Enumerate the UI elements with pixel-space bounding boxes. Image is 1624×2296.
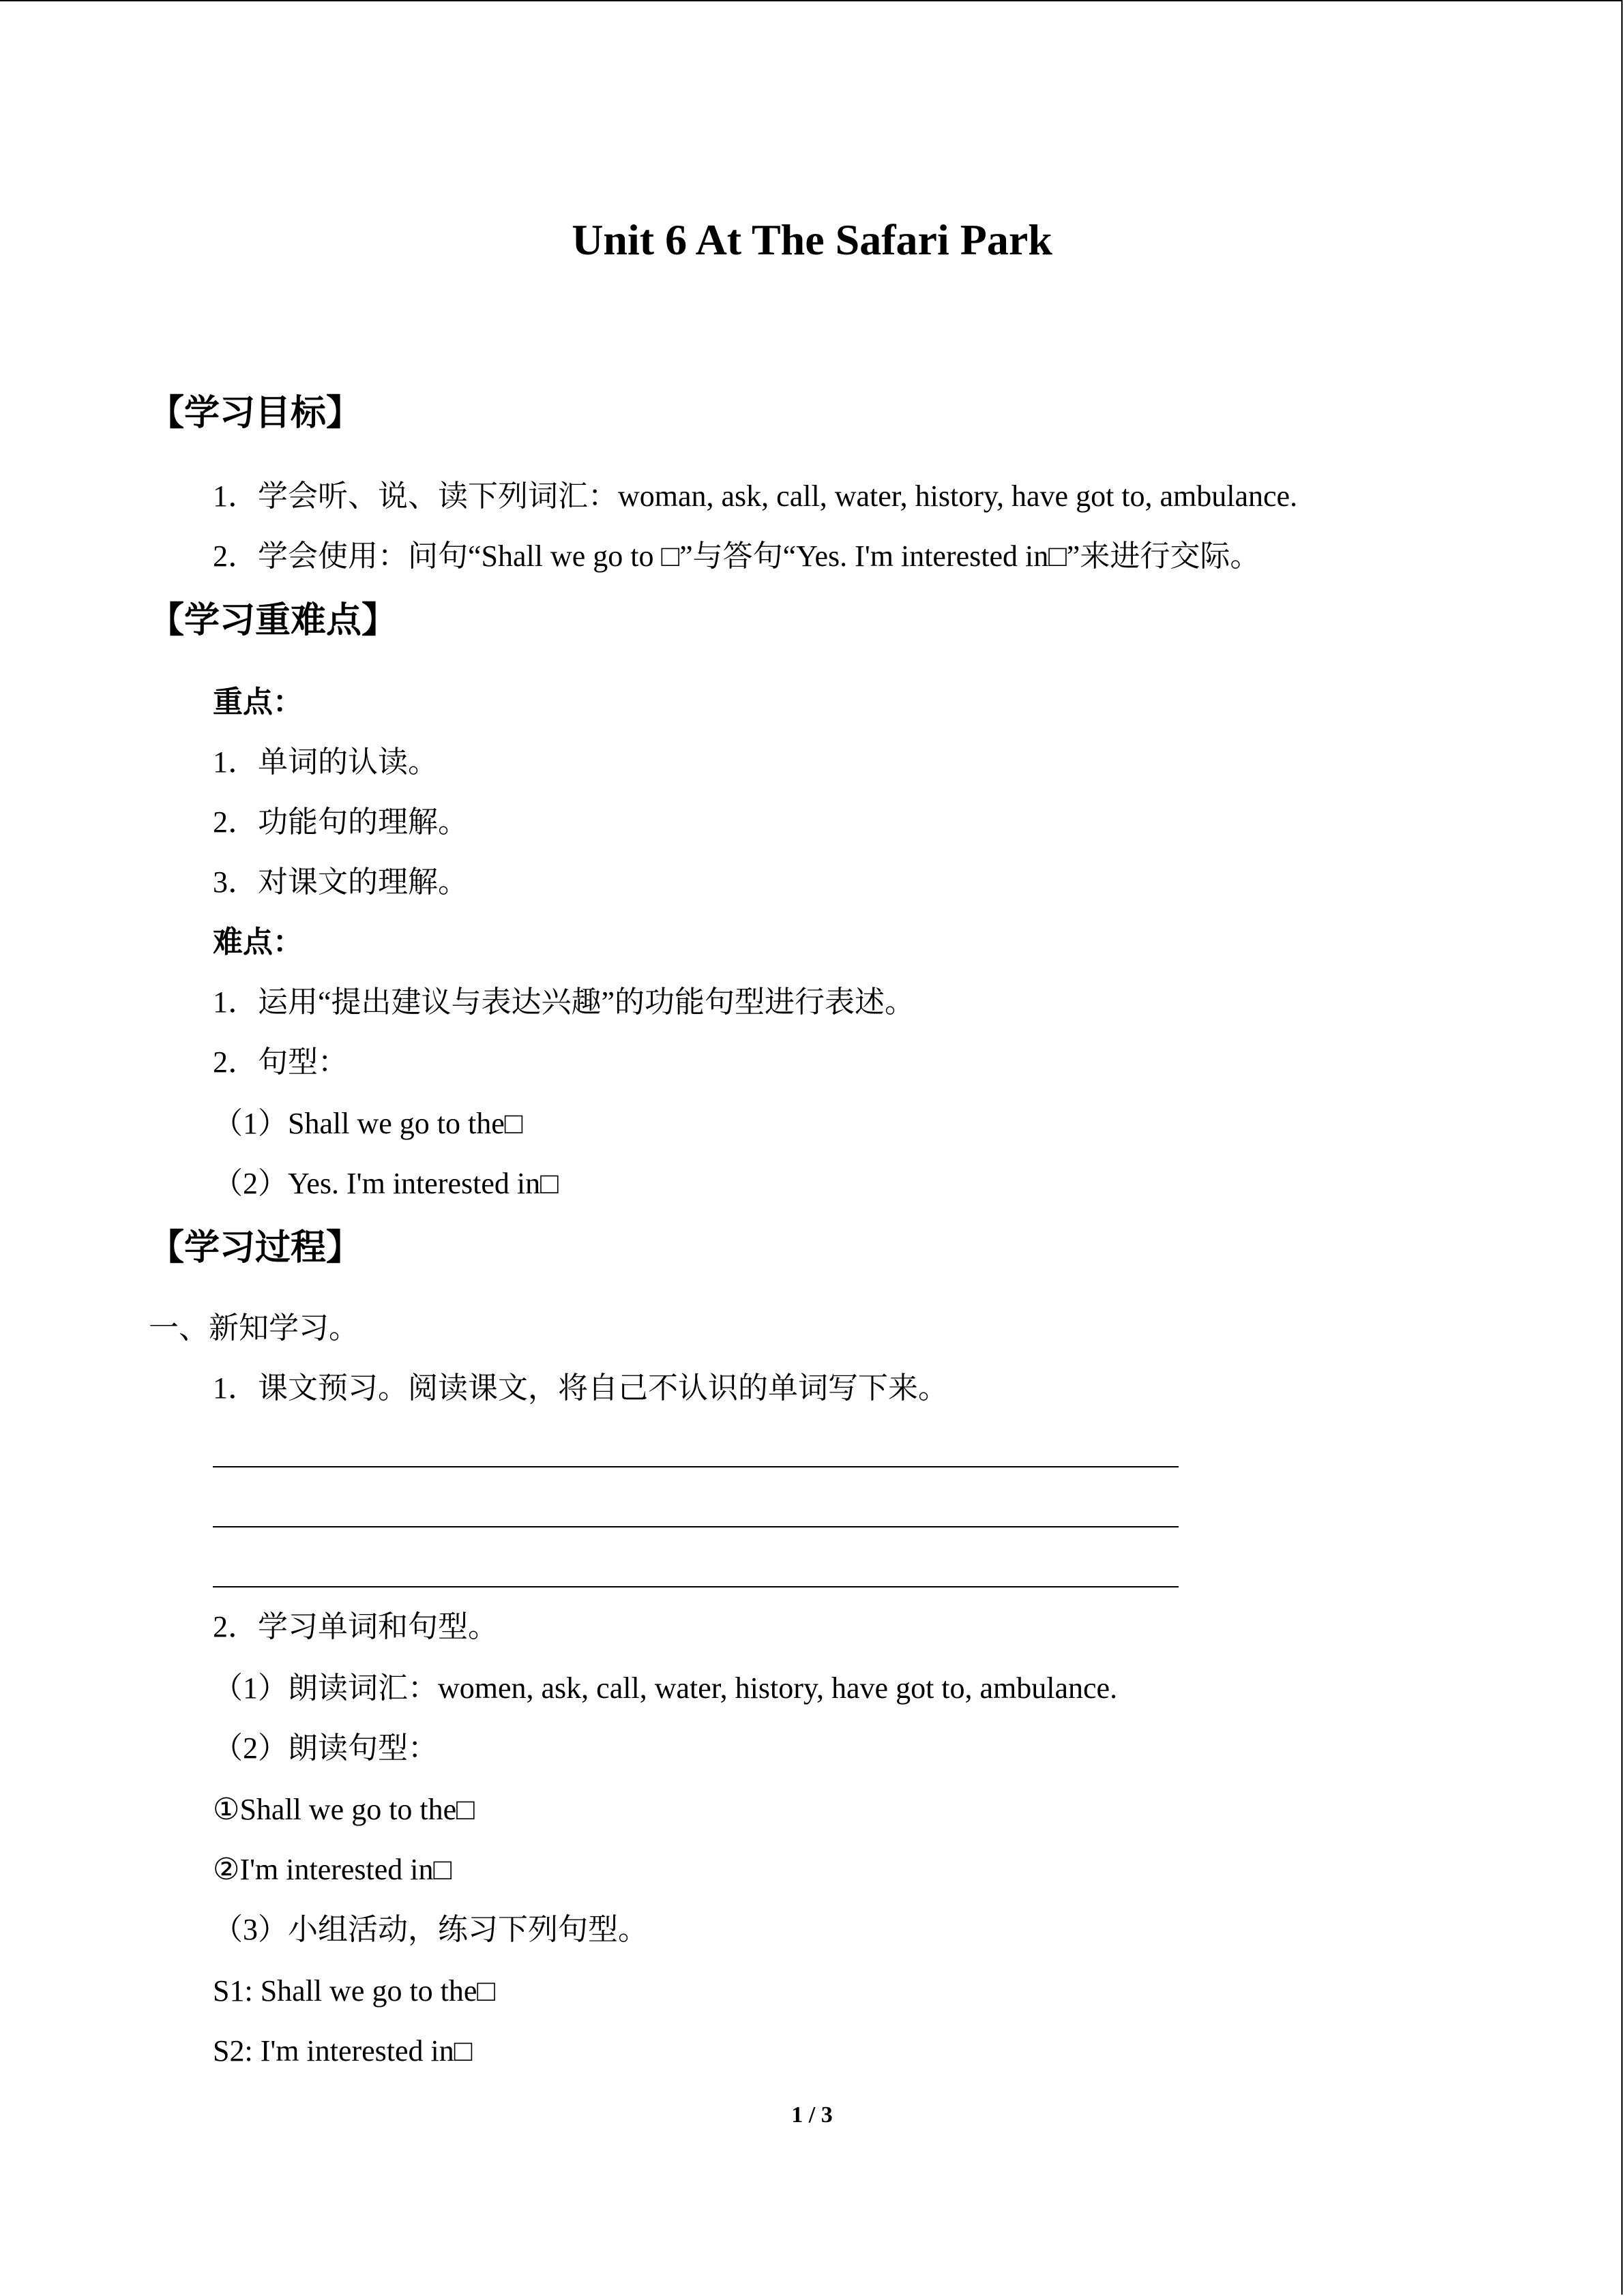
- focus-label: 重点：: [213, 685, 303, 719]
- step-1: 1．课文预习。阅读课文，将自己不认识的单词写下来。: [213, 1371, 948, 1405]
- step-2: 2．学习单词和句型。: [213, 1610, 498, 1643]
- step-2-item-3: ①Shall we go to the□: [213, 1793, 475, 1826]
- step-2-item-7: S2: I'm interested in□: [213, 2034, 473, 2068]
- step-2-item-5: （3）小组活动，练习下列句型。: [213, 1913, 648, 1946]
- difficulty-item-3: （1）Shall we go to the□: [213, 1107, 523, 1140]
- answer-line-1: [213, 1466, 1179, 1467]
- step-2-item-6: S1: Shall we go to the□: [213, 1974, 496, 2008]
- section-heading-key-points: 【学习重难点】: [149, 601, 398, 640]
- difficulty-item-2: 2．句型：: [213, 1045, 348, 1079]
- step-2-item-4: ②I'm interested in□: [213, 1853, 452, 1886]
- focus-item-2: 2．功能句的理解。: [213, 805, 468, 839]
- document-title: Unit 6 At The Safari Park: [572, 215, 1052, 264]
- difficulty-label: 难点：: [213, 925, 303, 959]
- difficulty-item-1: 1．运用“提出建议与表达兴趣”的功能句型进行表述。: [213, 985, 915, 1019]
- section-heading-process: 【学习过程】: [149, 1229, 362, 1268]
- difficulty-item-4: （2）Yes. I'm interested in□: [213, 1167, 559, 1200]
- objective-item-2: 2．学会使用：问句“Shall we go to □”与答句“Yes. I'm interested in□”来进行交际。: [213, 539, 1260, 573]
- section-heading-objectives: 【学习目标】: [149, 394, 362, 433]
- objective-item-1: 1．学会听、说、读下列词汇：woman, ask, call, water, history, have got to, ambulance.: [213, 479, 1298, 513]
- part-one-label: 一、新知学习。: [149, 1311, 359, 1345]
- step-2-item-2: （2）朗读句型：: [213, 1731, 438, 1765]
- focus-item-1: 1．单词的认读。: [213, 745, 438, 779]
- answer-line-3: [213, 1586, 1179, 1587]
- answer-line-2: [213, 1526, 1179, 1527]
- focus-item-3: 3．对课文的理解。: [213, 865, 468, 899]
- step-2-item-1: （1）朗读词汇：women, ask, call, water, history, have got to, ambulance.: [213, 1671, 1118, 1705]
- page-number: 1 / 3: [791, 2102, 833, 2128]
